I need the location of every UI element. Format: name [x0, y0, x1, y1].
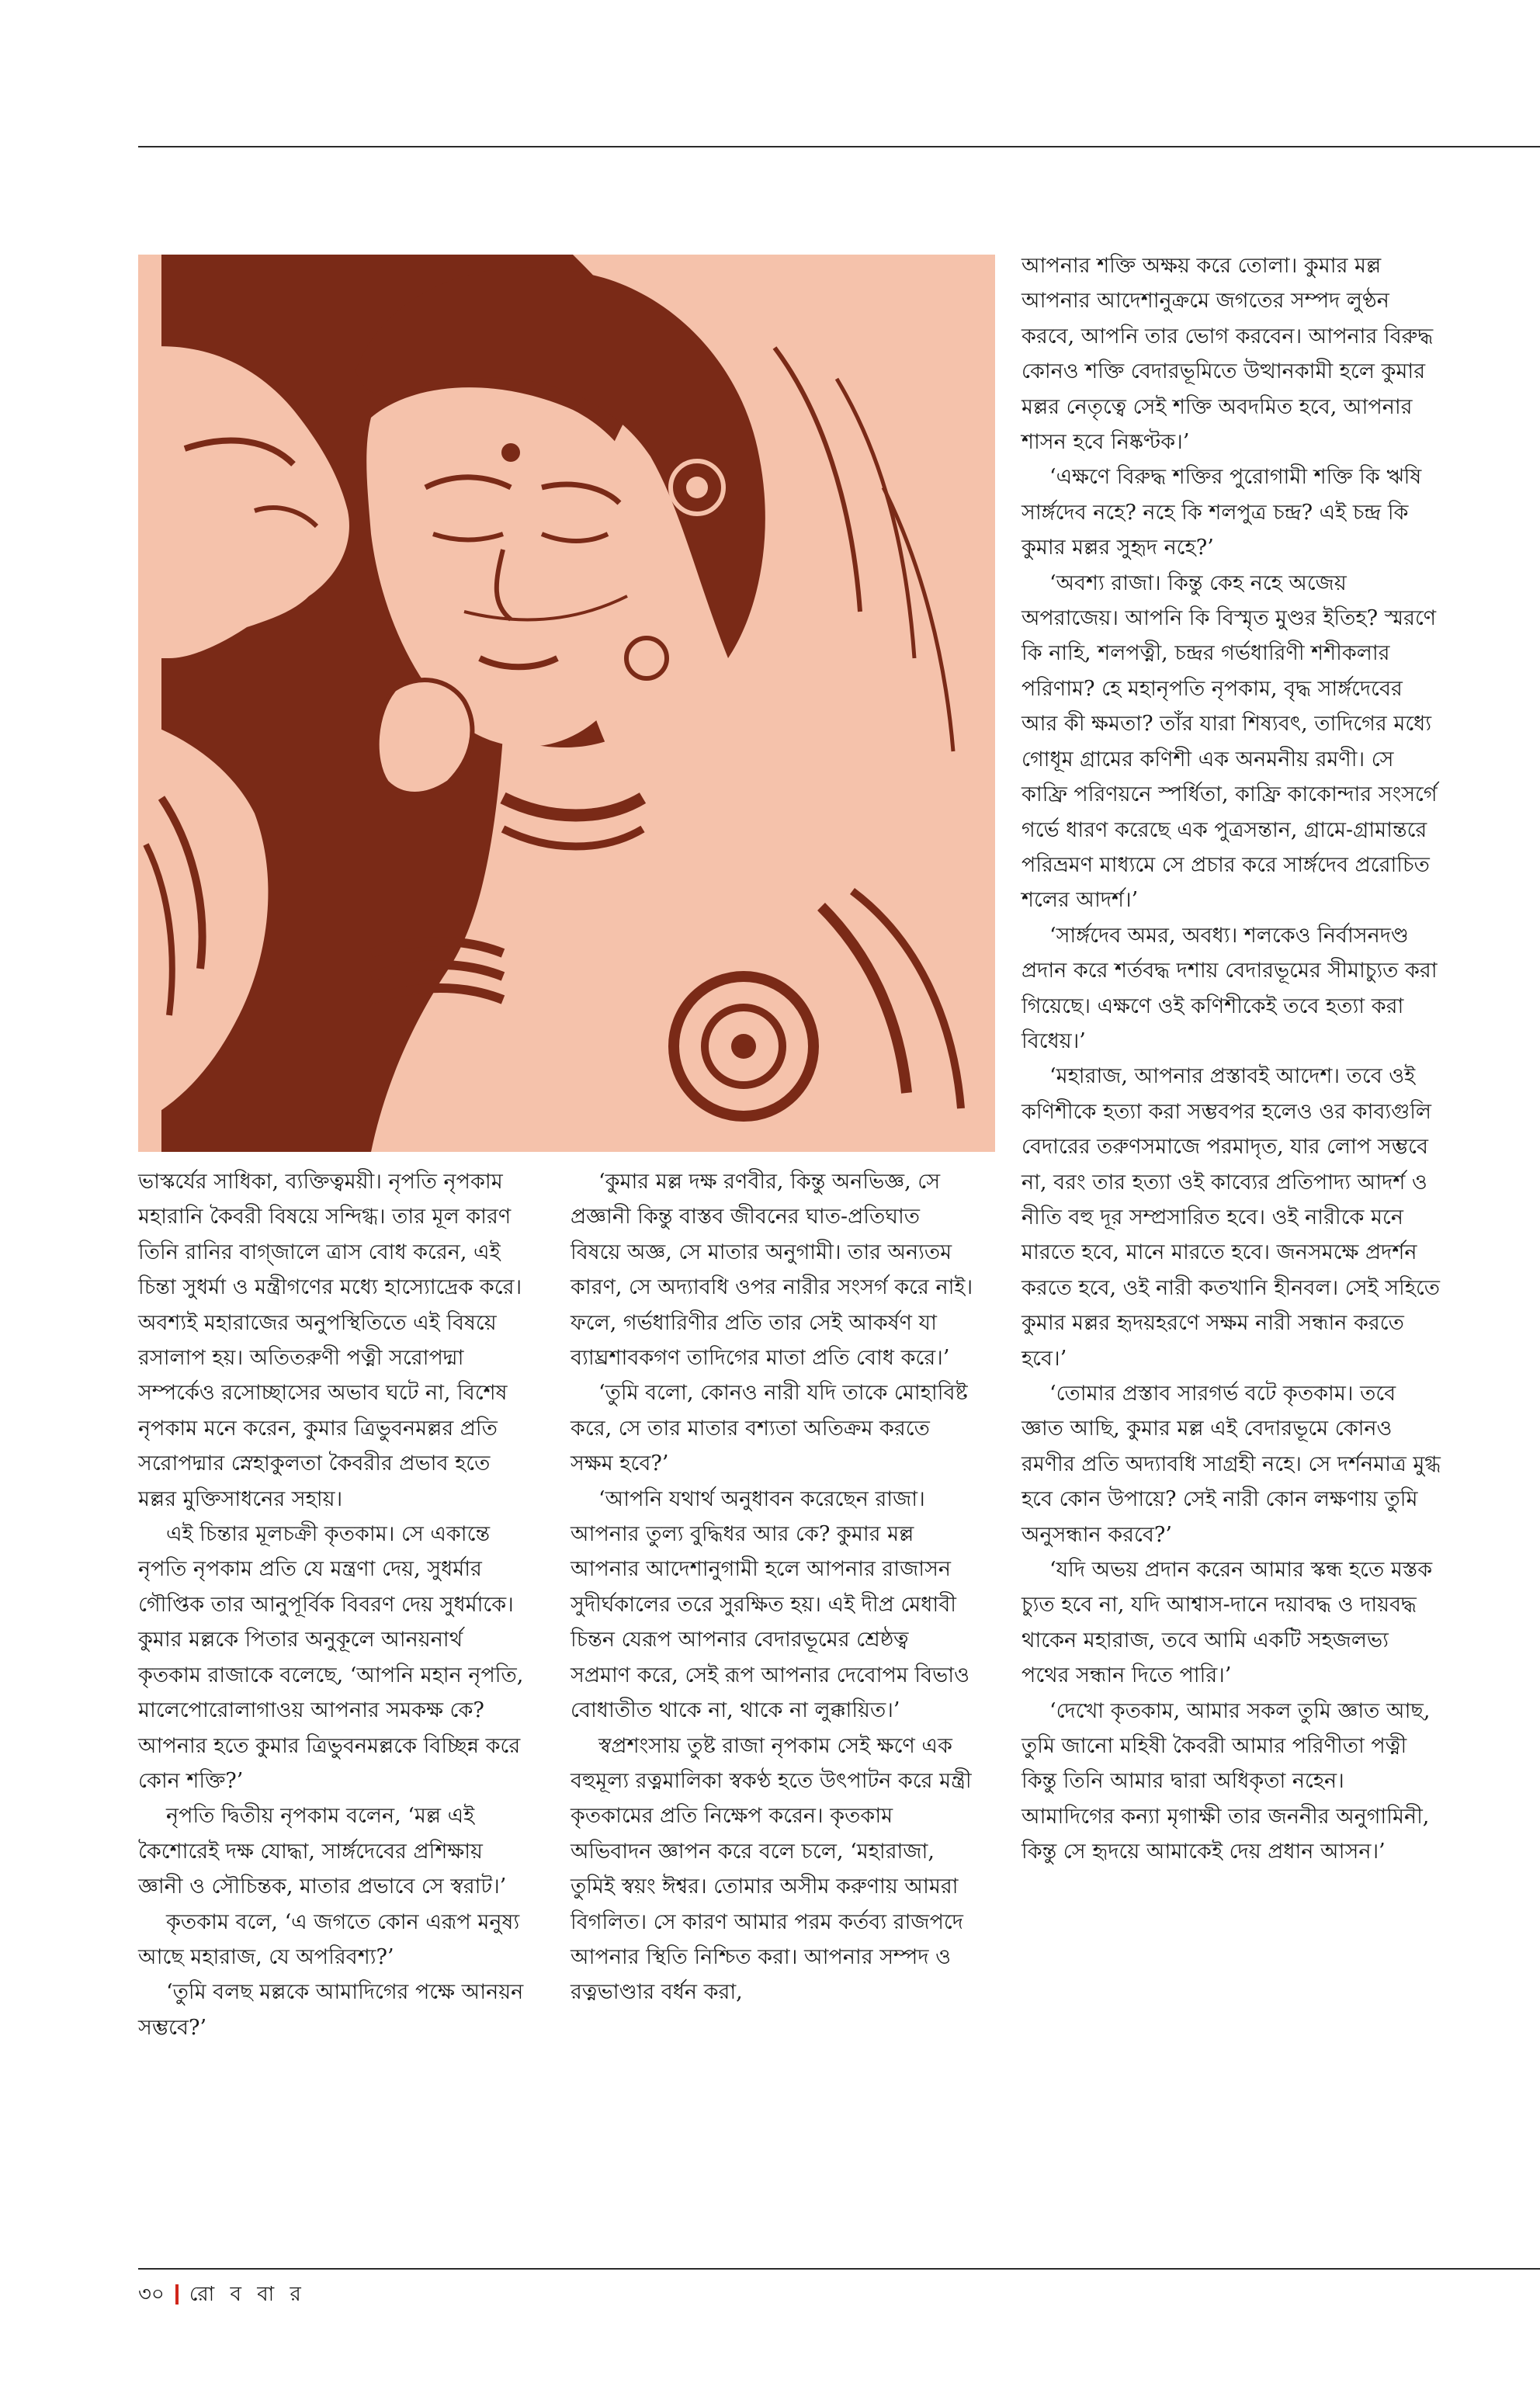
- paragraph: ‘তুমি বলছ মল্লকে আমাদিগের পক্ষে আনয়ন সম্ভবে?’: [138, 1980, 524, 2040]
- paragraph: ‘এক্ষণে বিরুদ্ধ শক্তির পুরোগামী শক্তি কি ঋষি সার্ঙ্গদেব নহে? নহে কি শলপুত্র চন্দ্র? এই চন্দ্র কি কুমার মল্লর সুহৃদ নহে?’: [1021, 465, 1422, 560]
- illustration-drawing: [138, 255, 995, 1152]
- text-column-2: [571, 1164, 974, 2010]
- paragraph: ‘মহারাজ, আপনার প্রস্তাবই আদেশ। তবে ওই কণিশীকে হত্যা করা সম্ভবপর হলেও ওর কাব্যগুলি বেদারের তরুণসমাজে পরমাদৃত, যার লোপ সম্ভবে না, বরং তার হত্যা ওই কাব্যের প্রতিপাদ্য আদর্শ ও নীতি বহু দূর সম্প্রসারিত হবে। ওই নারীকে মনে মারতে হবে, মানে মারতে হবে। জনসমক্ষে প্রদর্শন করতে হবে, ওই নারী কতখানি হীনবল। সেই সহিতে কুমার মল্লর হৃদয়হরণে সক্ষম নারী সন্ধান করতে হবে।’: [1021, 1064, 1441, 1371]
- paragraph: নৃপতি দ্বিতীয় নৃপকাম বলেন, ‘মল্ল এই কৈশোরেই দক্ষ যোদ্ধা, সার্ঙ্গদেবের প্রশিক্ষায় জ্ঞানী ও সৌচিন্তক, মাতার প্রভাবে সে স্বরাট।’: [138, 1804, 507, 1899]
- paragraph: ‘সার্ঙ্গদেব অমর, অবধ্য। শলকেও নির্বাসনদণ্ড প্রদান করে শর্তবদ্ধ দশায় বেদারভূমের সীমাচ্যুত করা গিয়েছে। এক্ষণে ওই কণিশীকেই তবে হত্যা করা বিধেয়।’: [1021, 923, 1438, 1053]
- magazine-name: রো ব বা র: [189, 2283, 306, 2306]
- paragraph: ভাস্কর্যের সাধিকা, ব্যক্তিত্বময়ী। নৃপতি নৃপকাম মহারানি কৈবরী বিষয়ে সন্দিগ্ধ। তার মূল কারণ তিনি রানির বাগ্জালে ত্রাস বোধ করেন, এই চিন্তা সুধর্মা ও মন্ত্রীগণের মধ্যে হাস্যোদ্রেক করে। অবশ্যই মহারাজের অনুপস্থিতিতে এই বিষয়ে রসালাপ হয়। অতিতরুণী পত্নী সরোপদ্মা সম্পর্কেও রসোচ্ছাসের অভাব ঘটে না, বিশেষ নৃপকাম মনে করেন, কুমার ত্রিভুবনমল্লর প্রতি সরোপদ্মার স্নেহাকুলতা কৈবরীর প্রভাব হতে মল্লর মুক্তিসাধনের সহায়।: [138, 1170, 522, 1511]
- paragraph: ‘আপনি যথার্থ অনুধাবন করেছেন রাজা। আপনার তুল্য বুদ্ধিধর আর কে? কুমার মল্ল আপনার আদেশানুগামী হলে আপনার রাজাসন সুদীর্ঘকালের তরে সুরক্ষিত হয়। এই দীপ্র মেধাবী চিন্তন যেরূপ আপনার বেদারভূমের শ্রেষ্ঠত্ব সপ্রমাণ করে, সেই রূপ আপনার দেবোপম বিভাও বোধাতীত থাকে না, থাকে না লুক্কায়িত।’: [571, 1486, 969, 1723]
- paragraph: ‘যদি অভয় প্রদান করেন আমার স্কন্ধ হতে মস্তক চ্যুত হবে না, যদি আশ্বাস-দানে দয়াবদ্ধ ও দায়বদ্ধ থাকেন মহারাজ, তবে আমি একটি সহজলভ্য পথের সন্ধান দিতে পারি।’: [1021, 1558, 1433, 1688]
- top-rule: [138, 146, 1540, 147]
- paragraph: ‘অবশ্য রাজা। কিন্তু কেহ নহে অজেয় অপরাজেয়। আপনি কি বিস্মৃত মুণ্ডর ইতিহ? স্মরণে কি নাহি, শলপত্নী, চন্দ্রর গর্ভধারিণী শশীকলার পরিণাম? হে মহানৃপতি নৃপকাম, বৃদ্ধ সার্ঙ্গদেবের আর কী ক্ষমতা? তাঁর যারা শিষ্যবৎ, তাদিগের মধ্যে গোধূম গ্রামের কণিশী এক অনমনীয় রমণী। সে কাফ্রি পরিণয়নে স্পর্ধিতা, কাফ্রি কাকোন্দার সংসর্গে গর্ভে ধারণ করেছে এক পুত্রসন্তান, গ্রামে-গ্রামান্তরে পরিভ্রমণ মাধ্যমে সে প্রচার করে সার্ঙ্গদেব প্ররোচিত শলের আদর্শ।’: [1021, 571, 1438, 913]
- text-column-1: [138, 1164, 526, 2045]
- paragraph: ‘তুমি বলো, কোনও নারী যদি তাকে মোহাবিষ্ট করে, সে তার মাতার বশ্যতা অতিক্রম করতে সক্ষম হবে?’: [571, 1381, 968, 1476]
- paragraph: ‘দেখো কৃতকাম, আমার সকল তুমি জ্ঞাত আছ, তুমি জানো মহিষী কৈবরী আমার পরিণীতা পত্নী কিন্তু তিনি আমার দ্বারা অধিকৃতা নহেন। আমাদিগের কন্যা মৃগাক্ষী তার জননীর অনুগামিনী, কিন্তু সে হৃদয়ে আমাকেই দেয় প্রধান আসন।’: [1021, 1698, 1431, 1864]
- paragraph: স্বপ্রশংসায় তুষ্ট রাজা নৃপকাম সেই ক্ষণে এক বহুমূল্য রত্নমালিকা স্বকণ্ঠ হতে উৎপাটন করে মন্ত্রী কৃতকামের প্রতি নিক্ষেপ করেন। কৃতকাম অভিবাদন জ্ঞাপন করে বলে চলে, ‘মহারাজা, তুমিই স্বয়ং ঈশ্বর। তোমার অসীম করুণায় আমরা বিগলিত। সে কারণ আমার পরম কর্তব্য রাজপদে আপনার স্থিতি নিশ্চিত করা। আপনার সম্পদ ও রত্নভাণ্ডার বর্ধন করা,: [571, 1733, 972, 2005]
- paragraph: আপনার শক্তি অক্ষয় করে তোলা। কুমার মল্ল আপনার আদেশানুক্রমে জগতের সম্পদ লুণ্ঠন করবে, আপনি তার ভোগ করবেন। আপনার বিরুদ্ধ কোনও শক্তি বেদারভূমিতে উত্থানকামী হলে কুমার মল্লর নেতৃত্বে সেই শক্তি অবদমিত হবে, আপনার শাসন হবে নিষ্কণ্টক।’: [1021, 254, 1434, 455]
- paragraph: ‘কুমার মল্ল দক্ষ রণবীর, কিন্তু অনভিজ্ঞ, সে প্রজ্ঞানী কিন্তু বাস্তব জীবনের ঘাত-প্রতিঘাত বিষয়ে অজ্ঞ, সে মাতার অনুগামী। তার অন্যতম কারণ, সে অদ্যাবধি ওপর নারীর সংসর্গ করে নাই। ফলে, গর্ভধারিণীর প্রতি তার সেই আকর্ষণ যা ব্যাঘ্রশাবকগণ তাদিগের মাতা প্রতি বোধ করে।’: [571, 1170, 973, 1371]
- story-illustration: [138, 255, 995, 1152]
- bindi: [501, 443, 520, 462]
- bottom-rule: [138, 2268, 1540, 2270]
- paragraph: কৃতকাম বলে, ‘এ জগতে কোন এরূপ মনুষ্য আছে মহারাজ, যে অপরিবশ্য?’: [138, 1909, 520, 1969]
- page-footer: [138, 2279, 306, 2310]
- page-number: ৩০: [138, 2283, 165, 2306]
- paragraph: ‘তোমার প্রস্তাব সারগর্ভ বটে কৃতকাম। তবে জ্ঞাত আছি, কুমার মল্ল এই বেদারভূমে কোনও রমণীর প্রতি অদ্যাবধি সাগ্রহী নহে। সে দর্শনমাত্র মুগ্ধ হবে কোন উপায়ে? সেই নারী কোন লক্ষণায় তুমি অনুসন্ধান করবে?’: [1021, 1382, 1441, 1547]
- text-column-3: [1021, 248, 1441, 1870]
- paragraph: এই চিন্তার মূলচক্রী কৃতকাম। সে একান্তে নৃপতি নৃপকাম প্রতি যে মন্ত্রণা দেয়, সুধর্মার গৌপ্তিক তার আনুপূর্বিক বিবরণ দেয় সুধর্মাকে। কুমার মল্লকে পিতার অনুকূলে আনয়নার্থ কৃতকাম রাজাকে বলেছে, ‘আপনি মহান নৃপতি, মালেপোরোলাগাওয় আপনার সমকক্ষ কে? আপনার হতে কুমার ত্রিভুবনমল্লকে বিচ্ছিন্ন করে কোন শক্তি?’: [138, 1522, 524, 1793]
- footer-separator: [175, 2284, 179, 2305]
